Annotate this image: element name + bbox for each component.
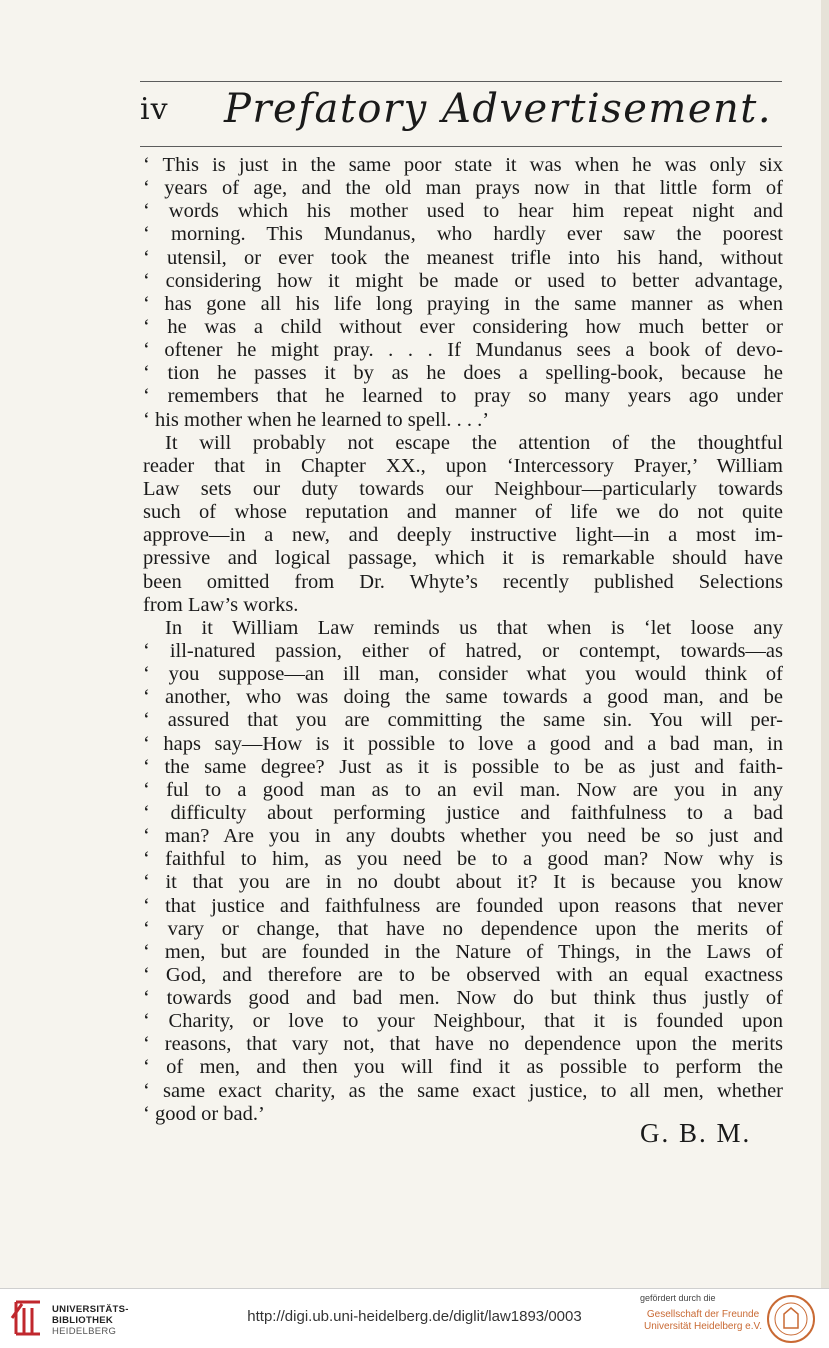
text-line: Law sets our duty towards our Neighbour—particularly towards xyxy=(143,477,783,500)
text-line: been omitted from Dr. Whyte’s recently published Selections xyxy=(143,570,783,593)
body-text xyxy=(143,154,783,1126)
text-line: ‘ ful to a good man as to an evil man. Now are you in any xyxy=(143,778,783,801)
page-edge xyxy=(821,0,829,1288)
text-line: ‘ of men, and then you will find it as possible to perform the xyxy=(143,1056,783,1079)
text-line: ‘ that justice and faithfulness are founded upon reasons that never xyxy=(143,894,783,917)
page-header xyxy=(140,86,782,142)
text-line: ‘ oftener he might pray. . . . If Mundanus sees a book of devo- xyxy=(143,339,783,362)
sponsor-label: gefördert durch die xyxy=(640,1293,716,1303)
header-rule-top xyxy=(140,81,782,82)
text-line: ‘ considering how it might be made or used to better advantage, xyxy=(143,269,783,292)
text-line: In it William Law reminds us that when is ‘let loose any xyxy=(165,616,783,639)
text-line: ‘ another, who was doing the same towards a good man, and be xyxy=(143,686,783,709)
signature: G. B. M. xyxy=(640,1118,752,1148)
text-line: ‘ vary or change, that have no dependence upon the merits of xyxy=(143,917,783,940)
text-line: reader that in Chapter XX., upon ‘Intercessory Prayer,’ William xyxy=(143,454,783,477)
university-seal-icon xyxy=(766,1294,816,1344)
text-line: ‘ remembers that he learned to pray so many years ago under xyxy=(143,385,783,408)
sponsor-name-line: Gesellschaft der Freunde xyxy=(646,1309,760,1320)
text-line: ‘ ill-natured passion, either of hatred, or contempt, towards—as xyxy=(143,639,783,662)
text-line: pressive and logical passage, which it is remarkable should have xyxy=(143,547,783,570)
text-line: ‘ faithful to him, as you need be to a good man? Now why is xyxy=(143,848,783,871)
source-url-link[interactable]: http://digi.ub.uni-heidelberg.de/diglit/law1893/0003 xyxy=(247,1308,582,1325)
text-line: ‘ his mother when he learned to spell. . . .’ xyxy=(143,408,490,431)
header-rule-bottom xyxy=(140,146,782,147)
text-line: ‘ difficulty about performing justice and faithfulness to a bad xyxy=(143,801,783,824)
running-title: Prefatory Advertisement. xyxy=(224,86,773,132)
text-line: ‘ assured that you are committing the same sin. You will per- xyxy=(143,709,783,732)
text-line: ‘ you suppose—an ill man, consider what you would think of xyxy=(143,663,783,686)
sponsor-name-line: Universität Heidelberg e.V. xyxy=(644,1321,763,1332)
text-line: ‘ years of age, and the old man prays now in that little form of xyxy=(143,177,783,200)
text-line: ‘ good or bad.’ xyxy=(143,1102,265,1125)
text-line: ‘ has gone all his life long praying in the same manner as when xyxy=(143,292,783,315)
text-line: ‘ utensil, or ever took the meanest trifle into his hand, without xyxy=(143,246,783,269)
text-line: ‘ morning. This Mundanus, who hardly ever saw the poorest xyxy=(143,223,783,246)
sponsor-name xyxy=(644,1309,762,1333)
text-line: ‘ haps say—How is it possible to love a good and a bad man, in xyxy=(143,732,783,755)
text-line: ‘ man? Are you in any doubts whether you need be so just and xyxy=(143,825,783,848)
text-line: ‘ This is just in the same poor state it was when he was only six xyxy=(143,154,783,176)
digitization-footer xyxy=(0,1288,829,1348)
text-line: ‘ words which his mother used to hear him repeat night and xyxy=(143,200,783,223)
text-line: ‘ men, but are founded in the Nature of Things, in the Laws of xyxy=(143,940,783,963)
text-line: ‘ the same degree? Just as it is possible to be as just and faith- xyxy=(143,755,783,778)
text-line: from Law’s works. xyxy=(143,593,299,616)
text-line: It will probably not escape the attention of the thoughtful xyxy=(165,431,783,454)
text-line: approve—in a new, and deeply instructive light—in a most im- xyxy=(143,524,783,547)
text-line: ‘ he was a child without ever considering how much better or xyxy=(143,315,783,338)
text-line: ‘ Charity, or love to your Neighbour, that it is founded upon xyxy=(143,1010,783,1033)
text-line: ‘ it that you are in no doubt about it? It is because you know xyxy=(143,871,783,894)
text-line: ‘ tion he passes it by as he does a spelling-book, because he xyxy=(143,362,783,385)
text-line: such of whose reputation and manner of life we do not quite xyxy=(143,501,783,524)
library-name-line: HEIDELBERG xyxy=(52,1326,117,1337)
library-name-line: UNIVERSITÄTS- xyxy=(52,1304,129,1315)
text-line: ‘ God, and therefore are to be observed with an equal exactness xyxy=(143,963,783,986)
text-line: ‘ reasons, that vary not, that have no dependence upon the merits xyxy=(143,1033,783,1056)
library-name-line: BIBLIOTHEK xyxy=(52,1315,114,1326)
page-number: iv xyxy=(140,92,169,127)
text-line: ‘ towards good and bad men. Now do but think thus justly of xyxy=(143,987,783,1010)
text-line: ‘ same exact charity, as the same exact justice, to all men, whether xyxy=(143,1079,783,1102)
